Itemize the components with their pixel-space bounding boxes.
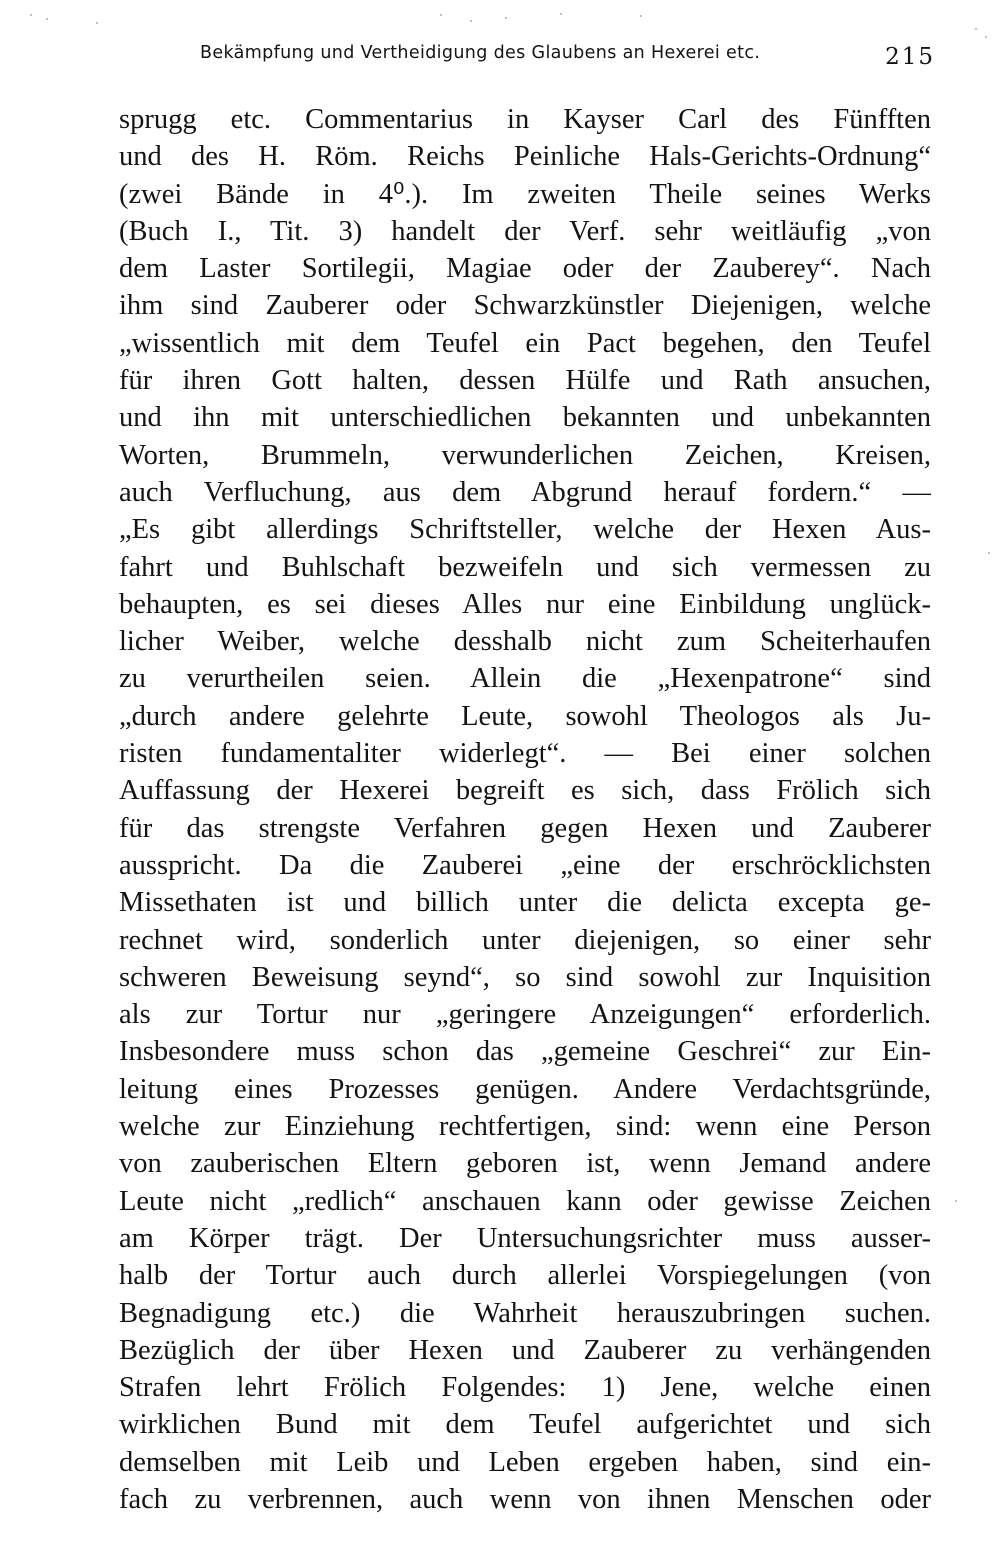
scan-speck <box>440 14 442 16</box>
text-line: von zauberischen Eltern geboren ist, wenn Jemand andere <box>119 1148 931 1180</box>
text-line: (Buch I., Tit. 3) handelt der Verf. sehr weitläufig „von <box>119 215 931 247</box>
text-line: (zwei Bände in 4⁰.). Im zweiten Theile seines Werks <box>119 178 931 210</box>
scan-speck <box>46 18 48 20</box>
body-text <box>119 101 931 1518</box>
scan-speck <box>975 28 977 30</box>
text-line: Missethaten ist und billich unter die delicta excepta ge- <box>119 887 931 919</box>
text-line: behaupten, es sei dieses Alles nur eine Einbildung unglück- <box>119 588 931 620</box>
text-line: „Es gibt allerdings Schriftsteller, welche der Hexen Aus- <box>119 514 931 546</box>
scan-speck <box>640 15 642 17</box>
text-line: und ihn mit unterschiedlichen bekannten und unbekannten <box>119 402 931 434</box>
scan-speck <box>470 20 472 22</box>
text-line: licher Weiber, welche desshalb nicht zum Scheiterhaufen <box>119 626 931 658</box>
scan-speck <box>985 36 987 38</box>
text-line: halb der Tortur auch durch allerlei Vorspiegelungen (von <box>119 1260 931 1292</box>
scan-speck <box>988 552 990 554</box>
text-line: Strafen lehrt Frölich Folgendes: 1) Jene, welche einen <box>119 1372 931 1404</box>
running-title: Bekämpfung und Vertheidigung des Glaubens an Hexerei etc. <box>200 43 761 63</box>
scan-speck <box>560 13 562 15</box>
text-line: und des H. Röm. Reichs Peinliche Hals-Gerichts-Ordnung“ <box>119 141 931 173</box>
text-line: für ihren Gott halten, dessen Hülfe und Rath ansuchen, <box>119 365 931 397</box>
text-line: welche zur Einziehung rechtfertigen, sind: wenn eine Person <box>119 1111 931 1143</box>
text-line: Leute nicht „redlich“ anschauen kann oder gewisse Zeichen <box>119 1185 931 1217</box>
text-line: demselben mit Leib und Leben ergeben haben, sind ein- <box>119 1446 931 1478</box>
text-line: auch Verfluchung, aus dem Abgrund herauf fordern.“ — <box>119 476 931 508</box>
text-line: zu verurtheilen seien. Allein die „Hexenpatrone“ sind <box>119 663 931 695</box>
text-line: ihm sind Zauberer oder Schwarzkünstler Diejenigen, welche <box>119 290 931 322</box>
scan-speck <box>955 1200 957 1202</box>
text-line: am Körper trägt. Der Untersuchungsrichter muss ausser- <box>119 1222 931 1254</box>
text-line: Auffassung der Hexerei begreift es sich, dass Frölich sich <box>119 775 931 807</box>
text-line: Worten, Brummeln, verwunderlichen Zeichen, Kreisen, <box>119 439 931 471</box>
text-line: wirklichen Bund mit dem Teufel aufgerichtet und sich <box>119 1409 931 1441</box>
text-line: risten fundamentaliter widerlegt“. — Bei einer solchen <box>119 738 931 770</box>
text-line: „wissentlich mit dem Teufel ein Pact begehen, den Teufel <box>119 327 931 359</box>
scan-speck <box>505 17 507 19</box>
text-line: ausspricht. Da die Zauberei „eine der erschröcklichsten <box>119 849 931 881</box>
text-line: fahrt und Buhlschaft bezweifeln und sich vermessen zu <box>119 551 931 583</box>
text-line: für das strengste Verfahren gegen Hexen und Zauberer <box>119 812 931 844</box>
text-line: fach zu verbrennen, auch wenn von ihnen Menschen oder <box>119 1483 931 1515</box>
text-line: schweren Beweisung seynd“, so sind sowohl zur Inquisition <box>119 961 931 993</box>
scan-speck <box>96 22 98 24</box>
scan-speck <box>30 14 32 16</box>
text-line: leitung eines Prozesses genügen. Andere Verdachtsgründe, <box>119 1073 931 1105</box>
text-line: Begnadigung etc.) die Wahrheit herauszubringen suchen. <box>119 1297 931 1329</box>
text-line: sprugg etc. Commentarius in Kayser Carl des Fünfften <box>119 104 931 135</box>
page-number: 215 <box>885 44 935 70</box>
text-line: Bezüglich der über Hexen und Zauberer zu verhängenden <box>119 1334 931 1366</box>
text-line: dem Laster Sortilegii, Magiae oder der Zauberey“. Nach <box>119 253 931 285</box>
text-line: als zur Tortur nur „geringere Anzeigungen“ erforderlich. <box>119 999 931 1031</box>
text-line: rechnet wird, sonderlich unter diejenigen, so einer sehr <box>119 924 931 956</box>
page-header <box>200 38 935 78</box>
text-line: Insbesondere muss schon das „gemeine Geschrei“ zur Ein- <box>119 1036 931 1068</box>
text-line: „durch andere gelehrte Leute, sowohl Theologos als Ju- <box>119 700 931 732</box>
